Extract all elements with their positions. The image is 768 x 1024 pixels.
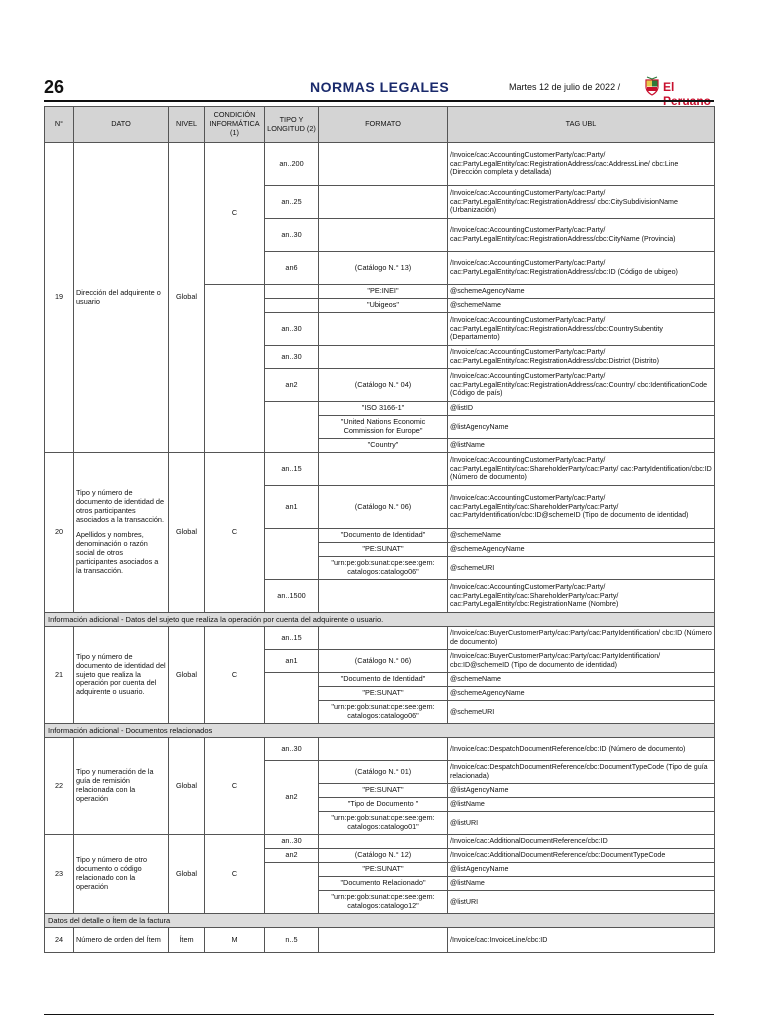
row-tipo: an..200 (265, 143, 319, 186)
section-row (45, 724, 715, 738)
row-tag: /Invoice/cac:AccountingCustomerParty/cac:Party/ cac:PartyLegalEntity/cac:ShareholderParty/cac:Party/ cac:PartyIdentification/cbc:ID@schemeID (Tipo de documento de identidad) (448, 486, 715, 529)
row-formato: (Catálogo N.° 04) (319, 369, 448, 402)
row-tipo: an..30 (265, 219, 319, 252)
row-tag: @listURI (448, 812, 715, 835)
row-number: 21 (45, 627, 74, 724)
row-tag: @schemeAgencyName (448, 285, 715, 299)
publication-title: NORMAS LEGALES (310, 79, 450, 95)
row-formato (319, 453, 448, 486)
row-dato: Dirección del adquirente o usuario (74, 143, 169, 453)
row-tag: /Invoice/cac:DespatchDocumentReference/cbc:ID (Número de documento) (448, 738, 715, 761)
row-formato: "urn:pe:gob:sunat:cpe:see:gem: catalogos:catalogo06" (319, 701, 448, 724)
row-formato: "PE:SUNAT" (319, 687, 448, 701)
empty-cell (265, 543, 319, 557)
row-tag: @schemeURI (448, 701, 715, 724)
section-title: Información adicional - Documentos relacionados (45, 724, 715, 738)
footer-rule (44, 1014, 714, 1015)
row-tipo: n..5 (265, 928, 319, 953)
col-nivel: NIVEL (169, 107, 205, 143)
empty-cell (205, 439, 265, 453)
row-tag: @listName (448, 798, 715, 812)
empty-cell (265, 557, 319, 580)
row-tipo: an..15 (265, 627, 319, 650)
row-formato (319, 313, 448, 346)
row-number: 23 (45, 835, 74, 914)
section-title: Información adicional - Datos del sujeto que realiza la operación por cuenta del adquirente o usuario. (45, 613, 715, 627)
row-tipo: an2 (265, 761, 319, 835)
publication-date: Martes 12 de julio de 2022 / (509, 82, 621, 92)
empty-cell (265, 687, 319, 701)
row-tag: @listAgencyName (448, 784, 715, 798)
row-tag: /Invoice/cac:AdditionalDocumentReference/cbc:ID (448, 835, 715, 849)
row-formato: "PE:SUNAT" (319, 784, 448, 798)
row-formato (319, 627, 448, 650)
row-formato: "Documento Relacionado" (319, 877, 448, 891)
row-formato: "PE:INEI" (319, 285, 448, 299)
row-formato (319, 580, 448, 613)
empty-cell (265, 529, 319, 543)
row-tag: @schemeName (448, 299, 715, 313)
row-formato: "Documento de Identidad" (319, 673, 448, 687)
row-tag: /Invoice/cac:BuyerCustomerParty/cac:Party/cac:PartyIdentification/ cbc:ID@schemeID (Tipo de documento de identidad) (448, 650, 715, 673)
row-tag: /Invoice/cac:AccountingCustomerParty/cac:Party/ cac:PartyLegalEntity/cac:ShareholderParty/cac:Party/ cac:PartyIdentification/cbc:ID (Número de documento) (448, 453, 715, 486)
table-row (45, 738, 715, 761)
empty-cell (205, 402, 265, 416)
row-formato (319, 143, 448, 186)
col-tipo: TIPO Y LONGITUD (2) (265, 107, 319, 143)
row-number: 19 (45, 143, 74, 453)
row-tipo: an1 (265, 650, 319, 673)
row-tag: @listID (448, 402, 715, 416)
row-number: 24 (45, 928, 74, 953)
empty-cell (265, 673, 319, 687)
row-nivel: Ítem (169, 928, 205, 953)
col-dato: DATO (74, 107, 169, 143)
row-nivel: Global (169, 835, 205, 914)
empty-cell (205, 346, 265, 369)
col-formato: FORMATO (319, 107, 448, 143)
row-tipo: an..30 (265, 835, 319, 849)
row-condicion: C (205, 143, 265, 285)
empty-cell (205, 416, 265, 439)
table-row (45, 453, 715, 486)
row-condicion: C (205, 627, 265, 724)
empty-cell (265, 416, 319, 439)
row-tag: @listName (448, 877, 715, 891)
row-number: 20 (45, 453, 74, 613)
row-tag: /Invoice/cac:AccountingCustomerParty/cac:Party/ cac:PartyLegalEntity/cac:RegistrationAddress/cbc:CityName (Provincia) (448, 219, 715, 252)
table-header-row (45, 107, 715, 143)
empty-cell (205, 313, 265, 346)
row-formato: (Catálogo N.° 12) (319, 849, 448, 863)
empty-cell (265, 863, 319, 877)
row-formato: (Catálogo N.° 13) (319, 252, 448, 285)
row-formato: "ISO 3166-1" (319, 402, 448, 416)
brand-name: El (663, 80, 675, 94)
row-tag: /Invoice/cac:AccountingCustomerParty/cac:Party/ cac:PartyLegalEntity/cac:RegistrationAddress/cac:Country/ cbc:IdentificationCode (Código de país) (448, 369, 715, 402)
empty-cell (205, 285, 265, 299)
empty-cell (265, 299, 319, 313)
row-formato: "urn:pe:gob:sunat:cpe:see:gem: catalogos:catalogo06" (319, 557, 448, 580)
row-formato (319, 186, 448, 219)
row-formato: "Tipo de Documento " (319, 798, 448, 812)
empty-cell (265, 891, 319, 914)
row-tag: @schemeName (448, 673, 715, 687)
col-condicion: CONDICIÓN INFORMÁTICA (1) (205, 107, 265, 143)
row-dato: Número de orden del Ítem (74, 928, 169, 953)
row-formato: "PE:SUNAT" (319, 863, 448, 877)
row-formato: (Catálogo N.° 06) (319, 486, 448, 529)
row-formato (319, 928, 448, 953)
row-tag: @schemeAgencyName (448, 543, 715, 557)
ubl-fields-table (44, 106, 715, 953)
row-formato: "Ubigeos" (319, 299, 448, 313)
row-condicion: C (205, 453, 265, 613)
col-num: N° (45, 107, 74, 143)
header-rule (44, 100, 714, 102)
row-dato: Tipo y número de otro documento o código relacionado con la operación (74, 835, 169, 914)
row-dato: Tipo y numeración de la guía de remisión relacionada con la operación (74, 738, 169, 835)
row-tag: /Invoice/cac:AccountingCustomerParty/cac:Party/ cac:PartyLegalEntity/cac:RegistrationAddress/ cbc:CitySubdivisionName (Urbanización) (448, 186, 715, 219)
row-tipo: an..1500 (265, 580, 319, 613)
row-tipo: an..30 (265, 313, 319, 346)
row-nivel: Global (169, 738, 205, 835)
row-dato-part: Tipo y número de documento de identidad de otros participantes asociados a la transacción. (76, 488, 165, 525)
row-tipo: an2 (265, 369, 319, 402)
row-tag: @listAgencyName (448, 863, 715, 877)
row-tag: /Invoice/cac:InvoiceLine/cbc:ID (448, 928, 715, 953)
row-dato: Tipo y número de documento de identidad del sujeto que realiza la operación por cuenta del adquirente o usuario. (74, 627, 169, 724)
row-tag: /Invoice/cac:AccountingCustomerParty/cac:Party/ cac:PartyLegalEntity/cac:RegistrationAddress/cbc:CountrySubentity (Departamento) (448, 313, 715, 346)
row-number: 22 (45, 738, 74, 835)
row-formato: (Catálogo N.° 06) (319, 650, 448, 673)
row-tipo: an2 (265, 849, 319, 863)
page-number: 26 (44, 77, 65, 97)
row-tipo: an..30 (265, 738, 319, 761)
row-tag: /Invoice/cac:AdditionalDocumentReference/cbc:DocumentTypeCode (448, 849, 715, 863)
coat-of-arms-icon (644, 76, 660, 96)
empty-cell (265, 402, 319, 416)
row-tipo: an..25 (265, 186, 319, 219)
row-tag: @listName (448, 439, 715, 453)
col-tag: TAG UBL (448, 107, 715, 143)
empty-cell (205, 299, 265, 313)
empty-cell (205, 369, 265, 402)
section-row (45, 914, 715, 928)
row-tipo: an..15 (265, 453, 319, 486)
row-formato (319, 219, 448, 252)
row-tag: /Invoice/cac:AccountingCustomerParty/cac:Party/ cac:PartyLegalEntity/cac:RegistrationAddress/cac:AddressLine/ cbc:Line (Dirección completa y detallada) (448, 143, 715, 186)
table-row (45, 835, 715, 849)
row-tag: /Invoice/cac:AccountingCustomerParty/cac:Party/ cac:PartyLegalEntity/cac:ShareholderParty/cac:Party/ cac:PartyLegalEntity/cbc:RegistrationName (Nombre) (448, 580, 715, 613)
row-tag: @schemeURI (448, 557, 715, 580)
row-tag: /Invoice/cac:BuyerCustomerParty/cac:Party/cac:PartyIdentification/ cbc:ID (Número de documento) (448, 627, 715, 650)
row-tag: @listAgencyName (448, 416, 715, 439)
row-nivel: Global (169, 453, 205, 613)
row-tag: /Invoice/cac:AccountingCustomerParty/cac:Party/ cac:PartyLegalEntity/cac:RegistrationAddress/cbc:District (Distrito) (448, 346, 715, 369)
empty-cell (265, 439, 319, 453)
row-tag: @schemeAgencyName (448, 687, 715, 701)
row-dato (74, 453, 169, 613)
row-dato-part: Apellidos y nombres, denominación o razón social de otros participantes asociados a la transacción. (76, 530, 159, 575)
row-tag: /Invoice/cac:DespatchDocumentReference/cbc:DocumentTypeCode (Tipo de guía relacionada) (448, 761, 715, 784)
empty-cell (265, 877, 319, 891)
row-formato: "urn:pe:gob:sunat:cpe:see:gem: catalogos:catalogo12" (319, 891, 448, 914)
row-formato: (Catálogo N.° 01) (319, 761, 448, 784)
row-nivel: Global (169, 143, 205, 453)
row-condicion: M (205, 928, 265, 953)
row-tipo: an1 (265, 486, 319, 529)
row-formato (319, 738, 448, 761)
row-tag: @listURI (448, 891, 715, 914)
row-formato (319, 835, 448, 849)
row-tipo: an6 (265, 252, 319, 285)
empty-cell (265, 285, 319, 299)
section-row (45, 613, 715, 627)
row-formato: "PE:SUNAT" (319, 543, 448, 557)
row-formato (319, 346, 448, 369)
table-row (45, 143, 715, 186)
row-tipo: an..30 (265, 346, 319, 369)
row-condicion: C (205, 738, 265, 835)
table-row (45, 627, 715, 650)
row-tag: /Invoice/cac:AccountingCustomerParty/cac:Party/ cac:PartyLegalEntity/cac:RegistrationAddress/cbc:ID (Código de ubigeo) (448, 252, 715, 285)
section-title: Datos del detalle o Ítem de la factura (45, 914, 715, 928)
row-formato: "United Nations Economic Commission for Europe" (319, 416, 448, 439)
row-tag: @schemeName (448, 529, 715, 543)
row-formato: "Documento de Identidad" (319, 529, 448, 543)
row-condicion: C (205, 835, 265, 914)
page-header (44, 76, 714, 100)
empty-cell (265, 701, 319, 724)
row-nivel: Global (169, 627, 205, 724)
row-formato: "urn:pe:gob:sunat:cpe:see:gem: catalogos:catalogo01" (319, 812, 448, 835)
table-row (45, 928, 715, 953)
row-formato: "Country" (319, 439, 448, 453)
